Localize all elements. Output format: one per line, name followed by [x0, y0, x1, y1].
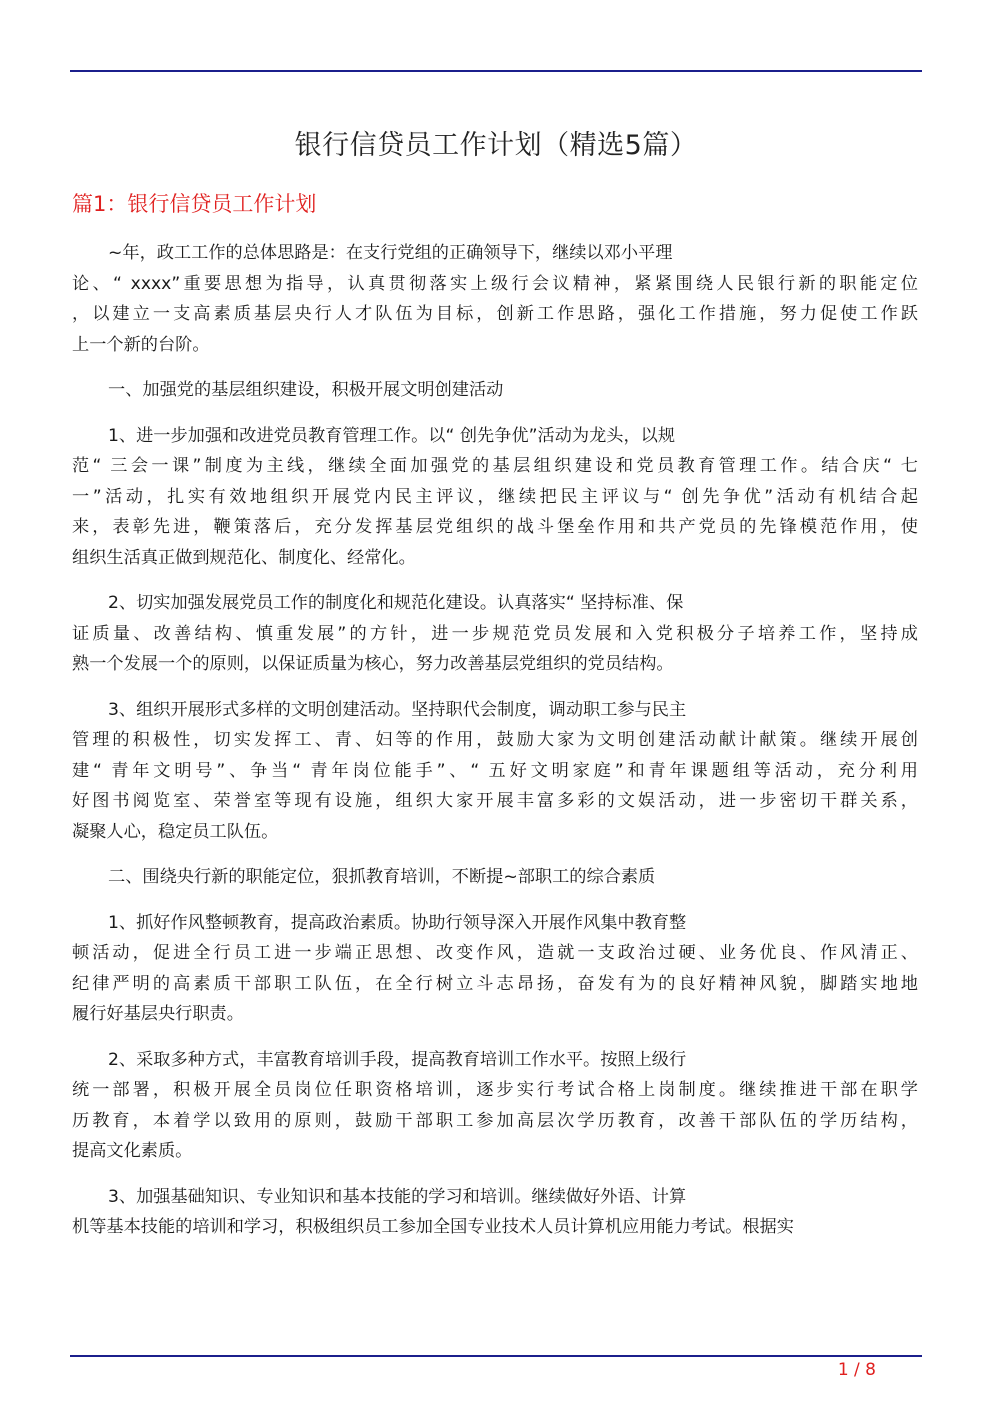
- paragraph-line: 二、围绕央行新的职能定位，狠抓教育培训，不断提~部职工的综合素质: [108, 867, 656, 887]
- page-number: 1 / 8: [837, 1360, 876, 1380]
- paragraph-line: 2、采取多种方式，丰富教育培训手段，提高教育培训工作水平。按照上级行: [108, 1049, 687, 1070]
- paragraph: [72, 695, 918, 848]
- paragraph-line: ，以建立一支高素质基层央行人才队伍为目标，创新工作思路，强化工作措施，努力促使工作跃: [72, 304, 918, 324]
- paragraph: [72, 421, 918, 574]
- paragraph-line: 1、进一步加强和改进党员教育管理工作。以“ 创先争优”活动为龙头，以规: [108, 425, 676, 446]
- paragraph-line: 1、抓好作风整顿教育，提高政治素质。协助行领导深入开展作风集中教育整: [108, 912, 687, 933]
- paragraph-line: 履行好基层央行职责。: [72, 1004, 244, 1024]
- paragraph-line: 证质量、改善结构、慎重发展”的方针，进一步规范党员发展和入党积极分子培养工作，坚持成: [72, 623, 918, 644]
- document-title: 银行信贷员工作计划（精选5篇）: [294, 130, 698, 161]
- paragraph-line: 顿活动，促进全行员工进一步端正思想、改变作风，造就一支政治过硬、业务优良、作风清正、: [72, 943, 918, 963]
- paragraph-line: 组织生活真正做到规范化、制度化、经常化。: [72, 547, 416, 568]
- paragraph: [72, 238, 918, 360]
- paragraph-line: 3、组织开展形式多样的文明创建活动。坚持职代会制度，调动职工参与民主: [108, 699, 687, 720]
- paragraph-line: 一、加强党的基层组织建设，积极开展文明创建活动: [108, 380, 504, 400]
- paragraph-line: 范“ 三会一课”制度为主线，继续全面加强党的基层组织建设和党员教育管理工作。结合庆“ 七: [72, 456, 918, 476]
- paragraph-line: 熟一个发展一个的原则，以保证质量为核心，努力改善基层党组织的党员结构。: [72, 654, 674, 674]
- paragraph-line: 提高文化素质。: [72, 1141, 193, 1161]
- paragraph: [72, 1182, 918, 1243]
- paragraph: [72, 1045, 918, 1167]
- paragraph: [72, 862, 918, 893]
- paragraph-line: 历教育，本着学以致用的原则，鼓励干部职工参加高层次学历教育，改善干部队伍的学历结构，: [72, 1110, 918, 1131]
- paragraph-line: 3、加强基础知识、专业知识和基本技能的学习和培训。继续做好外语、计算: [108, 1186, 687, 1207]
- section-heading: 篇1：银行信贷员工作计划: [72, 192, 317, 216]
- paragraph-line: 来，表彰先进，鞭策落后，充分发挥基层党组织的战斗堡垒作用和共产党员的先锋模范作用，使: [72, 517, 918, 537]
- paragraph-line: ~年，政工工作的总体思路是：在支行党组的正确领导下，继续以邓小平理: [108, 243, 673, 263]
- paragraph-line: 管理的积极性，切实发挥工、青、妇等的作用，鼓励大家为文明创建活动献计献策。继续开展创: [72, 730, 918, 750]
- paragraph-line: 上一个新的台阶。: [72, 334, 210, 355]
- paragraph-line: 论、“ xxxx”重要思想为指导，认真贯彻落实上级行会议精神，紧紧围绕人民银行新的职能定位: [72, 273, 918, 294]
- paragraph-line: 好图书阅览室、荣誉室等现有设施，组织大家开展丰富多彩的文娱活动，进一步密切干群关系，: [72, 791, 918, 811]
- paragraph-line: 纪律严明的高素质干部职工队伍，在全行树立斗志昂扬，奋发有为的良好精神风貌，脚踏实地地: [72, 973, 918, 994]
- header-rule: [70, 70, 922, 72]
- paragraph-line: 凝聚人心，稳定员工队伍。: [72, 821, 279, 842]
- paragraph: [72, 375, 918, 406]
- paragraph-line: 一”活动，扎实有效地组织开展党内民主评议，继续把民主评议与“ 创先争优”活动有机结合起: [72, 486, 918, 507]
- footer-rule: [70, 1355, 922, 1357]
- paragraph: [72, 908, 918, 1030]
- paragraph-line: 机等基本技能的培训和学习，积极组织员工参加全国专业技术人员计算机应用能力考试。根据实: [72, 1217, 794, 1237]
- paragraph-line: 统一部署，积极开展全员岗位任职资格培训，逐步实行考试合格上岗制度。继续推进干部在职学: [72, 1080, 918, 1100]
- document-body: [72, 238, 918, 1258]
- paragraph-line: 建“ 青年文明号”、争当“ 青年岗位能手”、“ 五好文明家庭”和青年课题组等活动，充分利用: [72, 760, 918, 781]
- paragraph: [72, 588, 918, 680]
- paragraph-line: 2、切实加强发展党员工作的制度化和规范化建设。认真落实“ 坚持标准、保: [108, 593, 684, 613]
